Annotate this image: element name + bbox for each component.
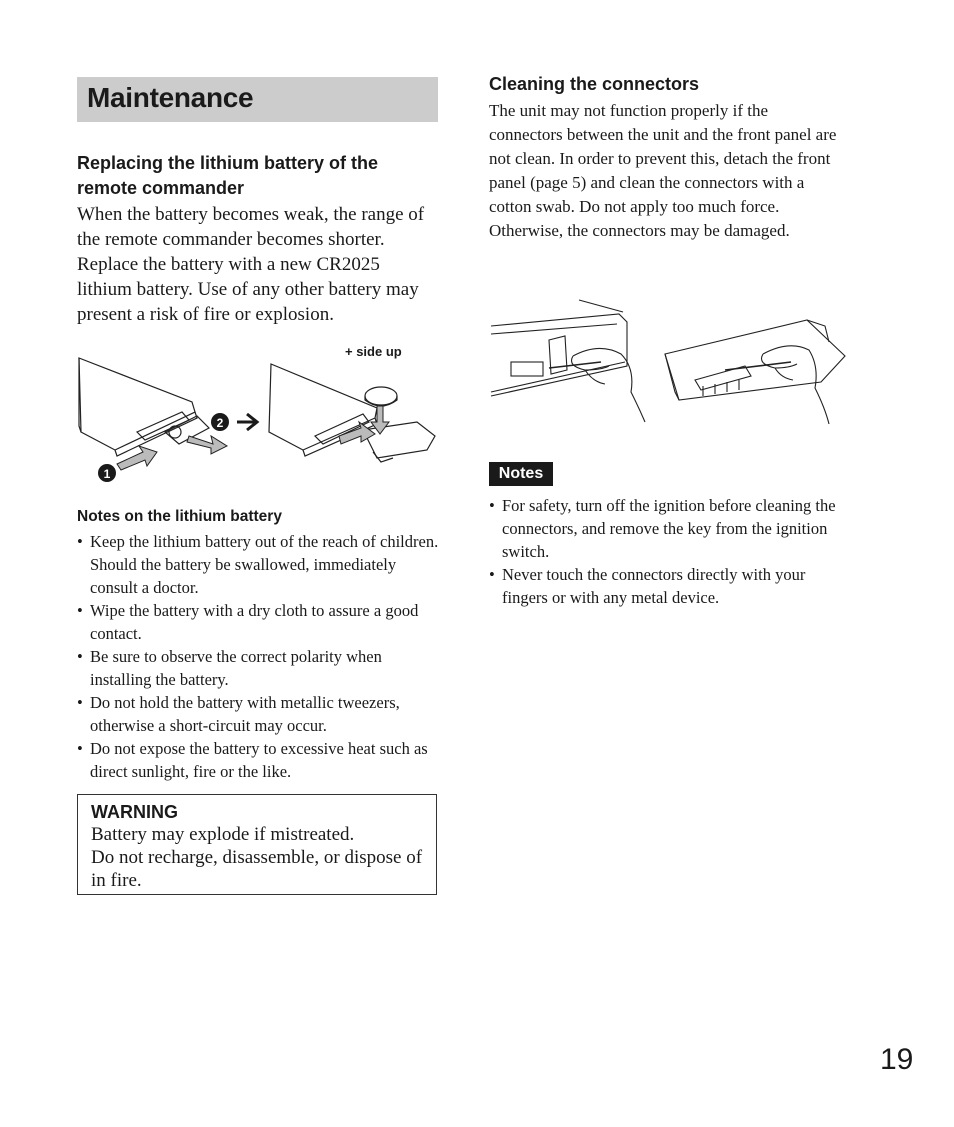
list-item: • Keep the lithium battery out of the reach of children. Should the battery be swallowed, immediately consult a doctor. xyxy=(77,530,439,599)
insert-arrow-icon xyxy=(371,406,389,434)
step-1-label: 1 xyxy=(103,467,111,481)
next-step-arrow-icon xyxy=(237,414,257,430)
cleaning-heading: Cleaning the connectors xyxy=(489,74,700,94)
list-item: • Wipe the battery with a dry cloth to assure a good contact. xyxy=(77,599,439,645)
list-item: • Never touch the connectors directly with your fingers or with any metal device. xyxy=(489,563,845,609)
warning-title: WARNING xyxy=(91,802,178,822)
pull-arrow-icon xyxy=(187,436,227,454)
list-item: • Do not hold the battery with metallic tweezers, otherwise a short-circuit may occur. xyxy=(77,691,439,737)
warning-box xyxy=(77,794,437,895)
page-number: 19 xyxy=(880,1043,914,1076)
page-title: Maintenance xyxy=(87,82,254,113)
battery-illustration xyxy=(77,340,439,490)
list-item: • For safety, turn off the ignition before cleaning the connectors, and remove the key from the ignition switch. xyxy=(489,494,845,563)
slide-in-arrow-icon xyxy=(339,422,375,444)
battery-replacement-figure xyxy=(77,340,439,490)
connector-cleaning-figure xyxy=(489,296,851,426)
step-2-label: 2 xyxy=(216,416,224,430)
warning-line-1: Battery may explode if mistreated. xyxy=(91,824,355,845)
list-item: • Do not expose the battery to excessive heat such as direct sunlight, fire or the like. xyxy=(77,737,439,783)
side-up-label: + side up xyxy=(345,344,402,359)
battery-notes-list xyxy=(77,530,439,783)
notes-label: Notes xyxy=(489,462,553,486)
battery-intro: When the battery becomes weak, the range of the remote commander becomes shorter. Replace the battery with a new CR2025 lithium battery. Use of any other battery may present a risk of fire or explosion. xyxy=(77,204,425,325)
warning-line-2: Do not recharge, disassemble, or dispose of in fire. xyxy=(91,847,423,891)
push-arrow-icon xyxy=(117,446,157,470)
battery-heading: Replacing the lithium battery of the remote commander xyxy=(77,153,379,198)
cleaning-text: The unit may not function properly if the connectors between the unit and the front panel are not clean. In order to prevent this, detach the front panel (page 5) and clean the connectors with a cotton swab. Do not apply too much force. Otherwise, the connectors may be damaged. xyxy=(489,101,837,240)
list-item: • Be sure to observe the correct polarity when installing the battery. xyxy=(77,645,439,691)
cleaning-illustration xyxy=(489,296,851,426)
cleaning-notes-list xyxy=(489,494,845,609)
battery-notes-heading: Notes on the lithium battery xyxy=(77,508,282,525)
